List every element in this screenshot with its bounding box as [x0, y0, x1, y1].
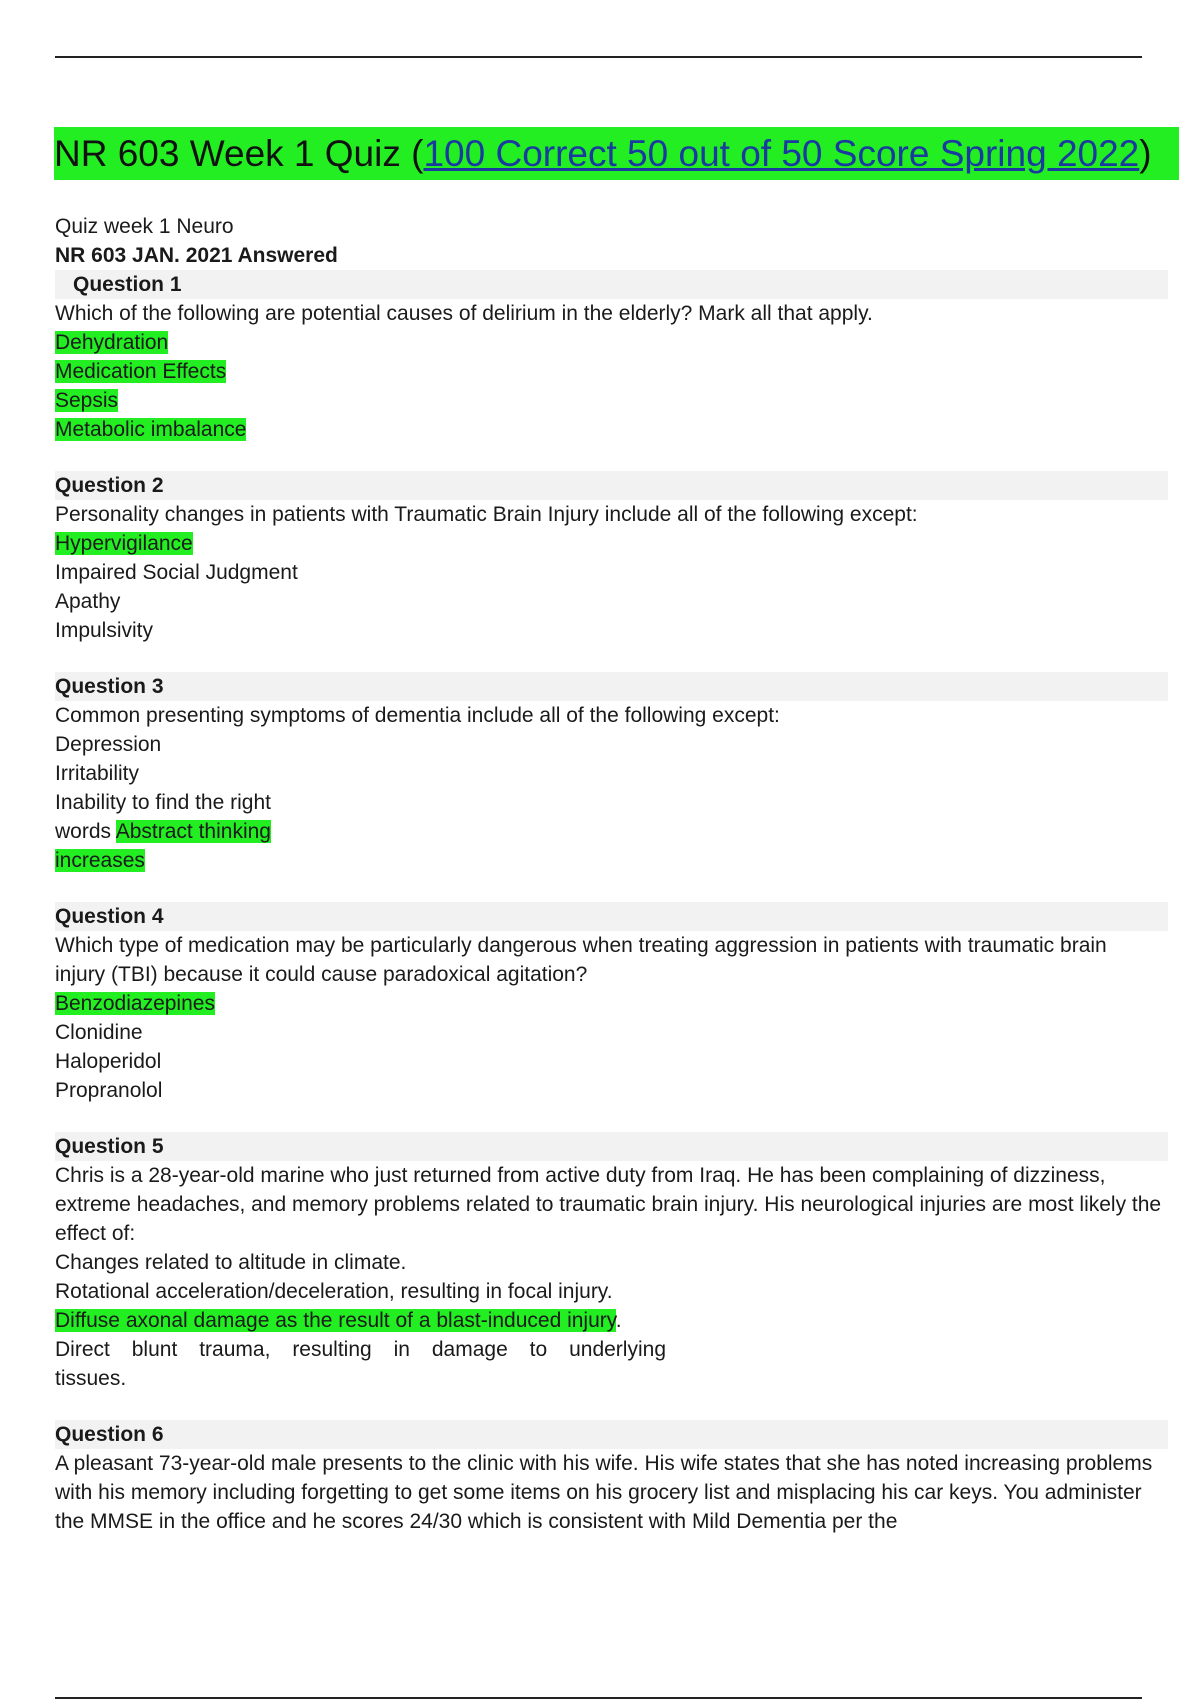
answer-option-correct: Dehydration	[55, 331, 169, 354]
answer-option: Depression	[55, 733, 162, 756]
answer-option-correct: Abstract thinking	[115, 820, 271, 843]
answer-option-correct: increases	[55, 849, 145, 872]
answer-option: Direct blunt trauma, resulting in damage to underlying	[55, 1338, 666, 1361]
question-prompt: Which of the following are potential causes of delirium in the elderly? Mark all that apply.	[55, 302, 873, 325]
question-heading: Question 5	[55, 1132, 1168, 1161]
answer-option: Impaired Social Judgment	[55, 561, 298, 584]
question-heading: Question 1	[55, 270, 1168, 299]
answer-option: Propranolol	[55, 1079, 163, 1102]
answer-option: Apathy	[55, 590, 121, 613]
answer-option: Clonidine	[55, 1021, 143, 1044]
answer-option-correct: Diffuse axonal damage as the result of a blast-induced injury	[55, 1309, 616, 1332]
question-heading: Question 4	[55, 902, 1168, 931]
question-prompt: Personality changes in patients with Traumatic Brain Injury include all of the following except:	[55, 503, 918, 526]
title-link[interactable]: 100 Correct 50 out of 50 Score Spring 2022	[423, 133, 1140, 174]
answer-option: Rotational acceleration/deceleration, resulting in focal injury.	[55, 1280, 613, 1303]
answer-option: words	[55, 820, 112, 843]
question-heading: Question 6	[55, 1420, 1168, 1449]
question-heading: Question 2	[55, 471, 1168, 500]
question-prompt: Which type of medication may be particularly dangerous when treating aggression in patients with traumatic brain injury (TBI) because it could cause paradoxical agitation?	[55, 934, 1107, 986]
answer-option: Haloperidol	[55, 1050, 162, 1073]
answer-option: tissues.	[55, 1367, 127, 1390]
subtitle: Quiz week 1 Neuro	[55, 215, 234, 238]
question-heading: Question 3	[55, 672, 1168, 701]
answer-option: Irritability	[55, 762, 140, 785]
answer-option-correct: Metabolic imbalance	[55, 418, 247, 441]
question-prompt: A pleasant 73-year-old male presents to the clinic with his wife. His wife states that she has noted increasing problems with his memory including forgetting to get some items on his grocery list and misplacing his car keys. You administer the MMSE in the office and he scores 24/30 which is consistent with Mild Dementia per the	[55, 1452, 1153, 1533]
question-prompt: Common presenting symptoms of dementia include all of the following except:	[55, 704, 780, 727]
header-rule	[55, 56, 1142, 58]
answer-option: Impulsivity	[55, 619, 154, 642]
question-prompt: Chris is a 28-year-old marine who just returned from active duty from Iraq. He has been complaining of dizziness, extreme headaches, and memory problems related to traumatic brain injury. His neurological injuries are most likely the effect of:	[55, 1164, 1162, 1245]
document-title: NR 603 Week 1 Quiz (100 Correct 50 out of 50 Score Spring 2022)	[54, 127, 1179, 180]
answer-option: Changes related to altitude in climate.	[55, 1251, 407, 1274]
footer-rule	[55, 1697, 1142, 1699]
course-line: NR 603 JAN. 2021 Answered	[55, 244, 338, 267]
document-body: Quiz week 1 Neuro NR 603 JAN. 2021 Answered Question 1 Which of the following are potential causes of delirium in the elderly? Mark all that apply. Dehydration Medication Effects Sepsis Metabolic imbalance Question 2 Personality changes in patients with Traumatic Brain Injury include all of the following except: Hypervigilance Impaired Social Judgment Apathy Impulsivity Question 3 Common presenting symptoms of dementia include all of the following except: Depression Irritability Inability to find the right words Abstract thinking increases Question 4 Which type of medication may be particularly dangerous when treating aggression in patients with traumatic brain injury (TBI) because it could cause paradoxical agitation? Benzodiazepines Clonidine Haloperidol Propranolol Question 5 Chris is a 28-year-old marine who just returned from active duty from Iraq. He has been complaining of dizziness, extreme headaches, and memory problems related to traumatic brain injury. His neurological injuries are most likely the effect of: Changes related to altitude in climate. Rotational acceleration/deceleration, resulting in focal injury. Diffuse axonal damage as the result of a blast-induced injury. Direct blunt trauma, resulting in damage to underlying tissues. Question 6 A pleasant 73-year-old male presents to the clinic with his wife. His wife states that she has noted increasing problems with his memory including forgetting to get some items on his grocery list and misplacing his car keys. You administer the MMSE in the office and he scores 24/30 which is consistent with Mild Dementia per the	[55, 212, 1175, 1536]
answer-option: Inability to find the right	[55, 791, 271, 814]
answer-option-correct: Benzodiazepines	[55, 992, 215, 1015]
answer-option-correct: Hypervigilance	[55, 532, 193, 555]
answer-option-correct: Sepsis	[55, 389, 119, 412]
answer-option-correct: Medication Effects	[55, 360, 227, 383]
